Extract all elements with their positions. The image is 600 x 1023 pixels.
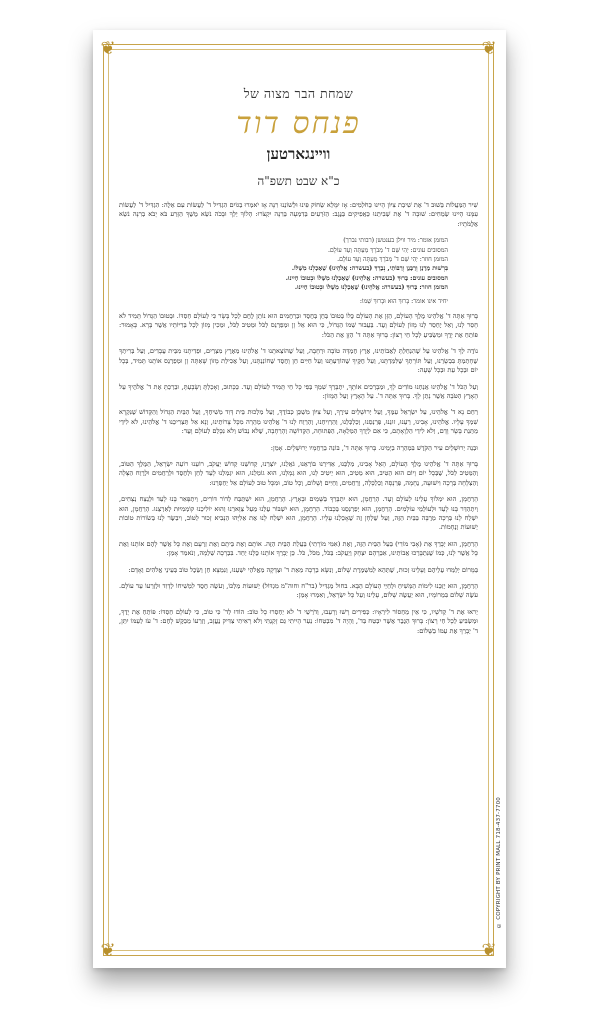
paragraph-yezakeinu: הָרַחֲמָן, הוּא יְזַכֵּנוּ לִימוֹת הַמָּשִׁיחַ וּלְחַיֵּי הָעוֹלָם הַבָּא. בחול מַגְדִּיל (בר"ח וחוה"מ מִגְדּוֹל) יְשׁוּעוֹת מַלְכּוֹ, וְעֹשֶׂה חֶסֶד לִמְשִׁיחוֹ לְדָוִד וּלְזַרְעוֹ עַד עוֹלָם. עֹשֶׂה שָׁלוֹם בִּמְרוֹמָיו, הוּא יַעֲשֶׂה שָׁלוֹם, עָלֵינוּ וְעַל כָּל יִשְׂרָאֵל, וְאִמְרוּ אָמֵן: — [119, 582, 478, 600]
corner-ornament-icon: ❦ — [100, 940, 116, 961]
zimun-line: המזמן חוזר: יְהִי שֵׁם ד' מְבֹרָךְ מֵעַתָּה וְעַד עוֹלָם. — [337, 256, 448, 264]
paragraph-bamarom: בַּמָּרוֹם יְלַמְּדוּ עֲלֵיהֶם וְעָלֵינוּ זְכוּת, שֶׁתְּהֵא לְמִשְׁמֶרֶת שָׁלוֹם, וְנִשָּׂא בְרָכָה מֵאֵת ד' וּצְדָקָה מֵאֱלֹהֵי יִשְׁעֵנוּ, וְנִמְצָא חֵן וְשֵׂכֶל טוֹב בְּעֵינֵי אֱלֹהִים וְאָדָם: — [128, 565, 478, 574]
occasion-heading: שמחת הבר מצוה של — [243, 86, 354, 101]
zimun-line: המסובים עונים: בָּרוּךְ (בעשרה: אֱלֹהֵינוּ) שֶׁאָכַלְנוּ מִשֶּׁלּוֹ וּבְטוּבוֹ חָיִינוּ. — [285, 274, 448, 282]
copyright-notice: © COPYRIGHT BY PRINT MALL 718-437-7700 — [496, 797, 502, 928]
paragraph-hatov: בָּרוּךְ אַתָּה ד' אֱלֹהֵינוּ מֶלֶךְ הָעוֹלָם, הָאֵל אָבִינוּ, מַלְכֵּנוּ, אַדִּירֵנוּ בּוֹרְאֵנוּ, גֹּאֲלֵנוּ, יוֹצְרֵנוּ, קְדוֹשֵׁנוּ קְדוֹשׁ יַעֲקֹב, רוֹעֵנוּ רוֹעֵה יִשְׂרָאֵל, הַמֶּלֶךְ הַטּוֹב, וְהַמֵּטִיב לַכֹּל, שֶׁבְּכָל יוֹם וָיוֹם הוּא הֵטִיב, הוּא מֵטִיב, הוּא יֵיטִיב לָנוּ, הוּא גְמָלָנוּ, הוּא גוֹמְלֵנוּ, הוּא יִגְמְלֵנוּ לָעַד לְחֵן וּלְחֶסֶד וּלְרַחֲמִים וּלְרֶוַח הַצָּלָה וְהַצְלָחָה בְּרָכָה וִישׁוּעָה, נֶחָמָה, פַּרְנָסָה וְכַלְכָּלָה, וְרַחֲמִים, וְחַיִּים וְשָׁלוֹם, וְכָל טוֹב, וּמִכָּל טוּב לְעוֹלָם אַל יְחַסְּרֵנוּ: — [119, 459, 478, 487]
paragraph-shir-hamaalos: שִׁיר הַמַּעֲלוֹת בְּשׁוּב ד' אֶת שִׁיבַת צִיּוֹן הָיִינוּ כְּחֹלְמִים: אָז יִמָּלֵא שְׂחוֹק פִּינוּ וּלְשׁוֹנֵנוּ רִנָּה אָז יֹאמְרוּ בַגּוֹיִם הִגְדִּיל ד' לַעֲשׂוֹת עִם אֵלֶּה: הִגְדִּיל ד' לַעֲשׂוֹת עִמָּנוּ הָיִינוּ שְׂמֵחִים: שׁוּבָה ד' אֶת שְׁבִיתֵנוּ כַּאֲפִיקִים בַּנֶּגֶב: הַזֹּרְעִים בְּדִמְעָה בְּרִנָּה יִקְצֹרוּ: הָלוֹךְ יֵלֵךְ וּבָכֹה נֹשֵׂא מֶשֶׁךְ הַזָּרַע בֹּא יָבֹא בְרִנָּה נֹשֵׂא אֲלֻמֹּתָיו: — [119, 201, 478, 228]
celebrant-first-name: פנחס דוד — [236, 106, 361, 141]
paragraph-veal-hakol: וְעַל הַכֹּל ד' אֱלֹהֵינוּ אֲנַחְנוּ מוֹדִים לָךְ, וּמְבָרְכִים אוֹתָךְ, יִתְבָּרַךְ שִׁמְךָ בְּפִי כָּל חַי תָּמִיד לְעוֹלָם וָעֶד. כַּכָּתוּב, וְאָכַלְתָּ וְשָׂבָעְתָּ, וּבֵרַכְתָּ אֶת ד' אֱלֹהֶיךָ עַל הָאָרֶץ הַטֹּבָה אֲשֶׁר נָתַן לָךְ. בָּרוּךְ אַתָּה ד'. עַל הָאָרֶץ וְעַל הַמָּזוֹן: — [119, 382, 478, 400]
event-date: כ"א שבט תשפ"ה — [257, 174, 340, 188]
paragraph-rachem: רַחֵם נָא ד' אֱלֹהֵינוּ, עַל יִשְׂרָאֵל עַמֶּךָ, וְעַל יְרוּשָׁלַיִם עִירֶךָ, וְעַל צִיּוֹן מִשְׁכַּן כְּבוֹדֶךָ, וְעַל מַלְכוּת בֵּית דָּוִד מְשִׁיחֶךָ, וְעַל הַבַּיִת הַגָּדוֹל וְהַקָּדוֹשׁ שֶׁנִּקְרָא שִׁמְךָ עָלָיו. אֱלֹהֵינוּ, אָבִינוּ, רְעֵנוּ, זוּנֵנוּ, פַּרְנְסֵנוּ, וְכַלְכְּלֵנוּ, וְהַרְוִיחֵנוּ, וְהַרְוַח לָנוּ ד' אֱלֹהֵינוּ מְהֵרָה מִכָּל צָרוֹתֵינוּ, וְנָא אַל תַּצְרִיכֵנוּ ד' אֱלֹהֵינוּ, לֹא לִידֵי מַתְּנַת בָּשָׂר וָדָם, וְלֹא לִידֵי הַלְוָאָתָם, כִּי אִם לְיָדְךָ הַמְּלֵאָה, הַפְּתוּחָה, הַקְּדוֹשָׁה וְהָרְחָבָה, שֶׁלֹּא נֵבוֹשׁ וְלֹא נִכָּלֵם לְעוֹלָם וָעֶד: — [119, 408, 478, 436]
paragraph-hazan: בָּרוּךְ אַתָּה ד' אֱלֹהֵינוּ מֶלֶךְ הָעוֹלָם, הַזָּן אֶת הָעוֹלָם כֻּלּוֹ בְּטוּבוֹ בְּחֵן בְּחֶסֶד וּבְרַחֲמִים הוּא נוֹתֵן לֶחֶם לְכָל בָּשָׂר כִּי לְעוֹלָם חַסְדּוֹ. וּבְטוּבוֹ הַגָּדוֹל תָּמִיד לֹא חָסַר לָנוּ, וְאַל יֶחְסַר לָנוּ מָזוֹן לְעוֹלָם וָעֶד. בַּעֲבוּר שְׁמוֹ הַגָּדוֹל, כִּי הוּא אֵל זָן וּמְפַרְנֵס לַכֹּל וּמֵטִיב לַכֹּל, וּמֵכִין מָזוֹן לְכָל בְּרִיּוֹתָיו אֲשֶׁר בָּרָא. כָּאָמוּר: פּוֹתֵחַ אֶת יָדֶךָ וּמַשְׂבִּיעַ לְכָל חַי רָצוֹן: בָּרוּךְ אַתָּה ד' הַזָּן אֶת הַכֹּל: — [119, 312, 478, 339]
corner-ornament-icon: ❦ — [100, 38, 116, 59]
zimun-line: המסובים עונים: יְהִי שֵׁם ד' מְבֹרָךְ מֵעַתָּה וְעַד עוֹלָם. — [327, 246, 448, 254]
bencher-card — [93, 30, 506, 968]
paragraph-yiru: יְראוּ אֶת ד' קְדֹשָׁיו, כִּי אֵין מַחְסוֹר לִירֵאָיו: כְּפִירִים רָשׁוּ וְרָעֵבוּ, וְדֹרְשֵׁי ד' לֹא יַחְסְרוּ כָל טוֹב: הוֹדוּ לַד' כִּי טוֹב, כִּי לְעוֹלָם חַסְדּוֹ: פּוֹתֵחַ אֶת יָדֶךָ, וּמַשְׂבִּיעַ לְכָל חַי רָצוֹן: בָּרוּךְ הַגֶּבֶר אֲשֶׁר יִבְטַח בַּד', וְהָיָה ד' מִבְטַחוֹ: נַעַר הָיִיתִי גַּם זָקַנְתִּי וְלֹא רָאִיתִי צַדִּיק נֶעֱזָב, וְזַרְעוֹ מְבַקֶּשׁ לָחֶם: ד' עֹז לְעַמּוֹ יִתֵּן, ד' יְבָרֵךְ אֶת עַמּוֹ בַשָּׁלוֹם: — [119, 607, 478, 635]
paragraph-bless-hosts: הָרַחֲמָן, הוּא יְבָרֵךְ אֶת (אָבִי מוֹרִי) בַּעַל הַבַּיִת הַזֶּה, וְאֶת (אִמִּי מוֹרָתִי) בַּעֲלַת הַבַּיִת הַזֶּה. אוֹתָם וְאֶת בֵּיתָם וְאֶת זַרְעָם וְאֶת כָּל אֲשֶׁר לָהֶם אוֹתָנוּ וְאֶת כָּל אֲשֶׁר לָנוּ, כְּמוֹ שֶׁנִּתְבָּרְכוּ אֲבוֹתֵינוּ, אַבְרָהָם יִצְחָק וְיַעֲקֹב: בַּכֹּל, מִכֹּל, כֹּל. כֵּן יְבָרֵךְ אוֹתָנוּ כֻּלָּנוּ יַחַד. בִּבְרָכָה שְׁלֵמָה, וְנֹאמַר אָמֵן: — [119, 539, 478, 558]
card-content — [115, 54, 482, 948]
prayer-text — [115, 201, 482, 636]
zimun-line: יחיד אינו אומר: בָּרוּךְ הוּא וּבָרוּךְ שְׁמוֹ: — [359, 297, 448, 305]
paragraph-nodeh: נוֹדֶה לְּךָ ד' אֱלֹהֵינוּ עַל שֶׁהִנְחַלְתָּ לַאֲבוֹתֵינוּ, אֶרֶץ חֶמְדָּה טוֹבָה וּרְחָבָה, וְעַל שֶׁהוֹצֵאתָנוּ ד' אֱלֹהֵינוּ מֵאֶרֶץ מִצְרַיִם, וּפְדִיתָנוּ מִבֵּית עֲבָדִים, וְעַל בְּרִיתְךָ שֶׁחָתַמְתָּ בִּבְשָׂרֵנוּ, וְעַל תּוֹרָתְךָ שֶׁלִּמַּדְתָּנוּ, וְעַל חֻקֶּיךָ שֶׁהוֹדַעְתָּנוּ וְעַל חַיִּים חֵן וָחֶסֶד שֶׁחוֹנַנְתָּנוּ, וְעַל אֲכִילַת מָזוֹן שָׁאַתָּה זָן וּמְפַרְנֵס אוֹתָנוּ תָּמִיד, בְּכָל יוֹם וּבְכָל עֵת וּבְכָל שָׁעָה: — [119, 347, 478, 375]
paragraph-harachaman: הָרַחֲמָן, הוּא יִמְלוֹךְ עָלֵינוּ לְעוֹלָם וָעֶד. הָרַחֲמָן, הוּא יִתְבָּרַךְ בַּשָּׁמַיִם וּבָאָרֶץ. הָרַחֲמָן, הוּא יִשְׁתַּבַּח לְדוֹר דּוֹרִים, וְיִתְפָּאַר בָּנוּ לָעַד וּלְנֵצַח נְצָחִים, וְיִתְהַדַּר בָּנוּ לָעַד וּלְעוֹלְמֵי עוֹלָמִים. הָרַחֲמָן, הוּא יְפַרְנְסֵנוּ בְּכָבוֹד. הָרַחֲמָן, הוּא יִשְׁבּוֹר עֻלֵּנוּ מֵעַל צַוָּארֵנוּ וְהוּא יוֹלִיכֵנוּ קוֹמְמִיּוּת לְאַרְצֵנוּ. הָרַחֲמָן, הוּא יִשְׁלַח לָנוּ בְּרָכָה מְרֻבָּה בַּבַּיִת הַזֶּה, וְעַל שֻׁלְחָן זֶה שֶׁאָכַלְנוּ עָלָיו. הָרַחֲמָן, הוּא יִשְׁלַח לָנוּ אֶת אֵלִיָּהוּ הַנָּבִיא זָכוּר לַטּוֹב, וִיבַשֶּׂר לָנוּ בְּשׂוֹרוֹת טוֹבוֹת יְשׁוּעוֹת וְנֶחָמוֹת. — [119, 495, 478, 532]
corner-ornament-icon: ❦ — [481, 940, 497, 961]
paragraph-uvneh: וּבְנֵה יְרוּשָׁלַיִם עִיר הַקֹּדֶשׁ בִּמְהֵרָה בְיָמֵינוּ. בָּרוּךְ אַתָּה ד', בּוֹנֵה בְרַחֲמָיו יְרוּשָׁלָיִם. אָמֵן: — [270, 443, 478, 452]
zimun-block — [119, 236, 478, 306]
zimun-line: המזמן אומר: מיר ווילן בענטשן (רבותי נברך) — [343, 237, 448, 245]
corner-ornament-icon: ❦ — [481, 38, 497, 59]
zimun-line: המזמן חוזר: בָּרוּךְ (בעשרה: אֱלֹהֵינוּ) שֶׁאָכַלְנוּ מִשֶּׁלּוֹ וּבְטוּבוֹ חָיִינוּ. — [294, 284, 448, 292]
celebrant-last-name: וויינגארטען — [266, 145, 331, 163]
zimun-line: בִּרְשׁוּת מָרָנָן וְרַבָּנָן וְרַבּוֹתַי, נְבָרֵךְ (בעשרה: אֱלֹהֵינוּ) שֶׁאָכַלְנוּ מִשֶּׁלּוֹ. — [291, 265, 448, 273]
